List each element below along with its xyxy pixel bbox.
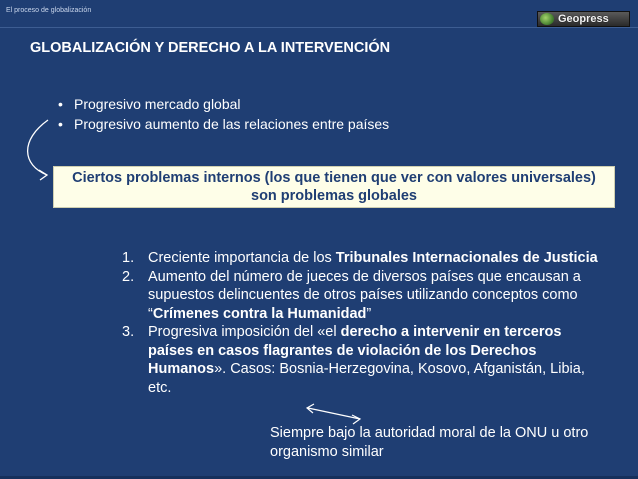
item-text-end: ” [366,305,372,322]
bullet-dot-icon: • [58,96,63,112]
note-text: Siempre bajo la autoridad moral de la ONU u otro organismo similar [270,425,589,460]
item-number: 1. [122,250,135,266]
double-arrow-icon [308,408,360,419]
bullet-text: Progresivo mercado global [74,96,241,112]
item-text-end: ». Casos: Bosnia-Herzegovina, Kosovo, Afganistán, Libia, etc. [148,361,585,396]
item-bold-text: Tribunales Internacionales de Justicia [335,250,598,266]
curved-arrow-icon [28,120,48,175]
item-number: 2. [122,268,135,285]
item-bold-text: derecho a intervenir en terceros países en casos flagrantes de violación de los Derechos Humanos [148,324,562,377]
bullet-text: Progresivo aumento de las relaciones entre países [74,116,390,132]
item-bold-text: Crímenes contra la Humanidad [152,305,367,322]
logo-text: Geopress [558,13,609,25]
presentation-title: El proceso de globalización [6,7,92,14]
item-text: Creciente importancia de los [148,250,336,266]
curved-arrow-head-icon [39,170,47,180]
slide-title: GLOBALIZACIÓN Y DERECHO A LA INTERVENCIÓN [30,40,391,56]
double-arrow-head-right-icon [352,415,360,424]
item-number: 3. [122,324,135,340]
item-text: Aumento del número de jueces de diversos países que encausan a supuestos delincuentes de otros países utilizando conceptos como “ [148,268,581,322]
item-text: Progresiva imposición del «el [148,324,341,340]
highlight-text: Ciertos problemas internos (los que tienen que ver con valores universales) son problemas globales [72,170,596,204]
bullet-dot-icon: • [58,116,63,132]
